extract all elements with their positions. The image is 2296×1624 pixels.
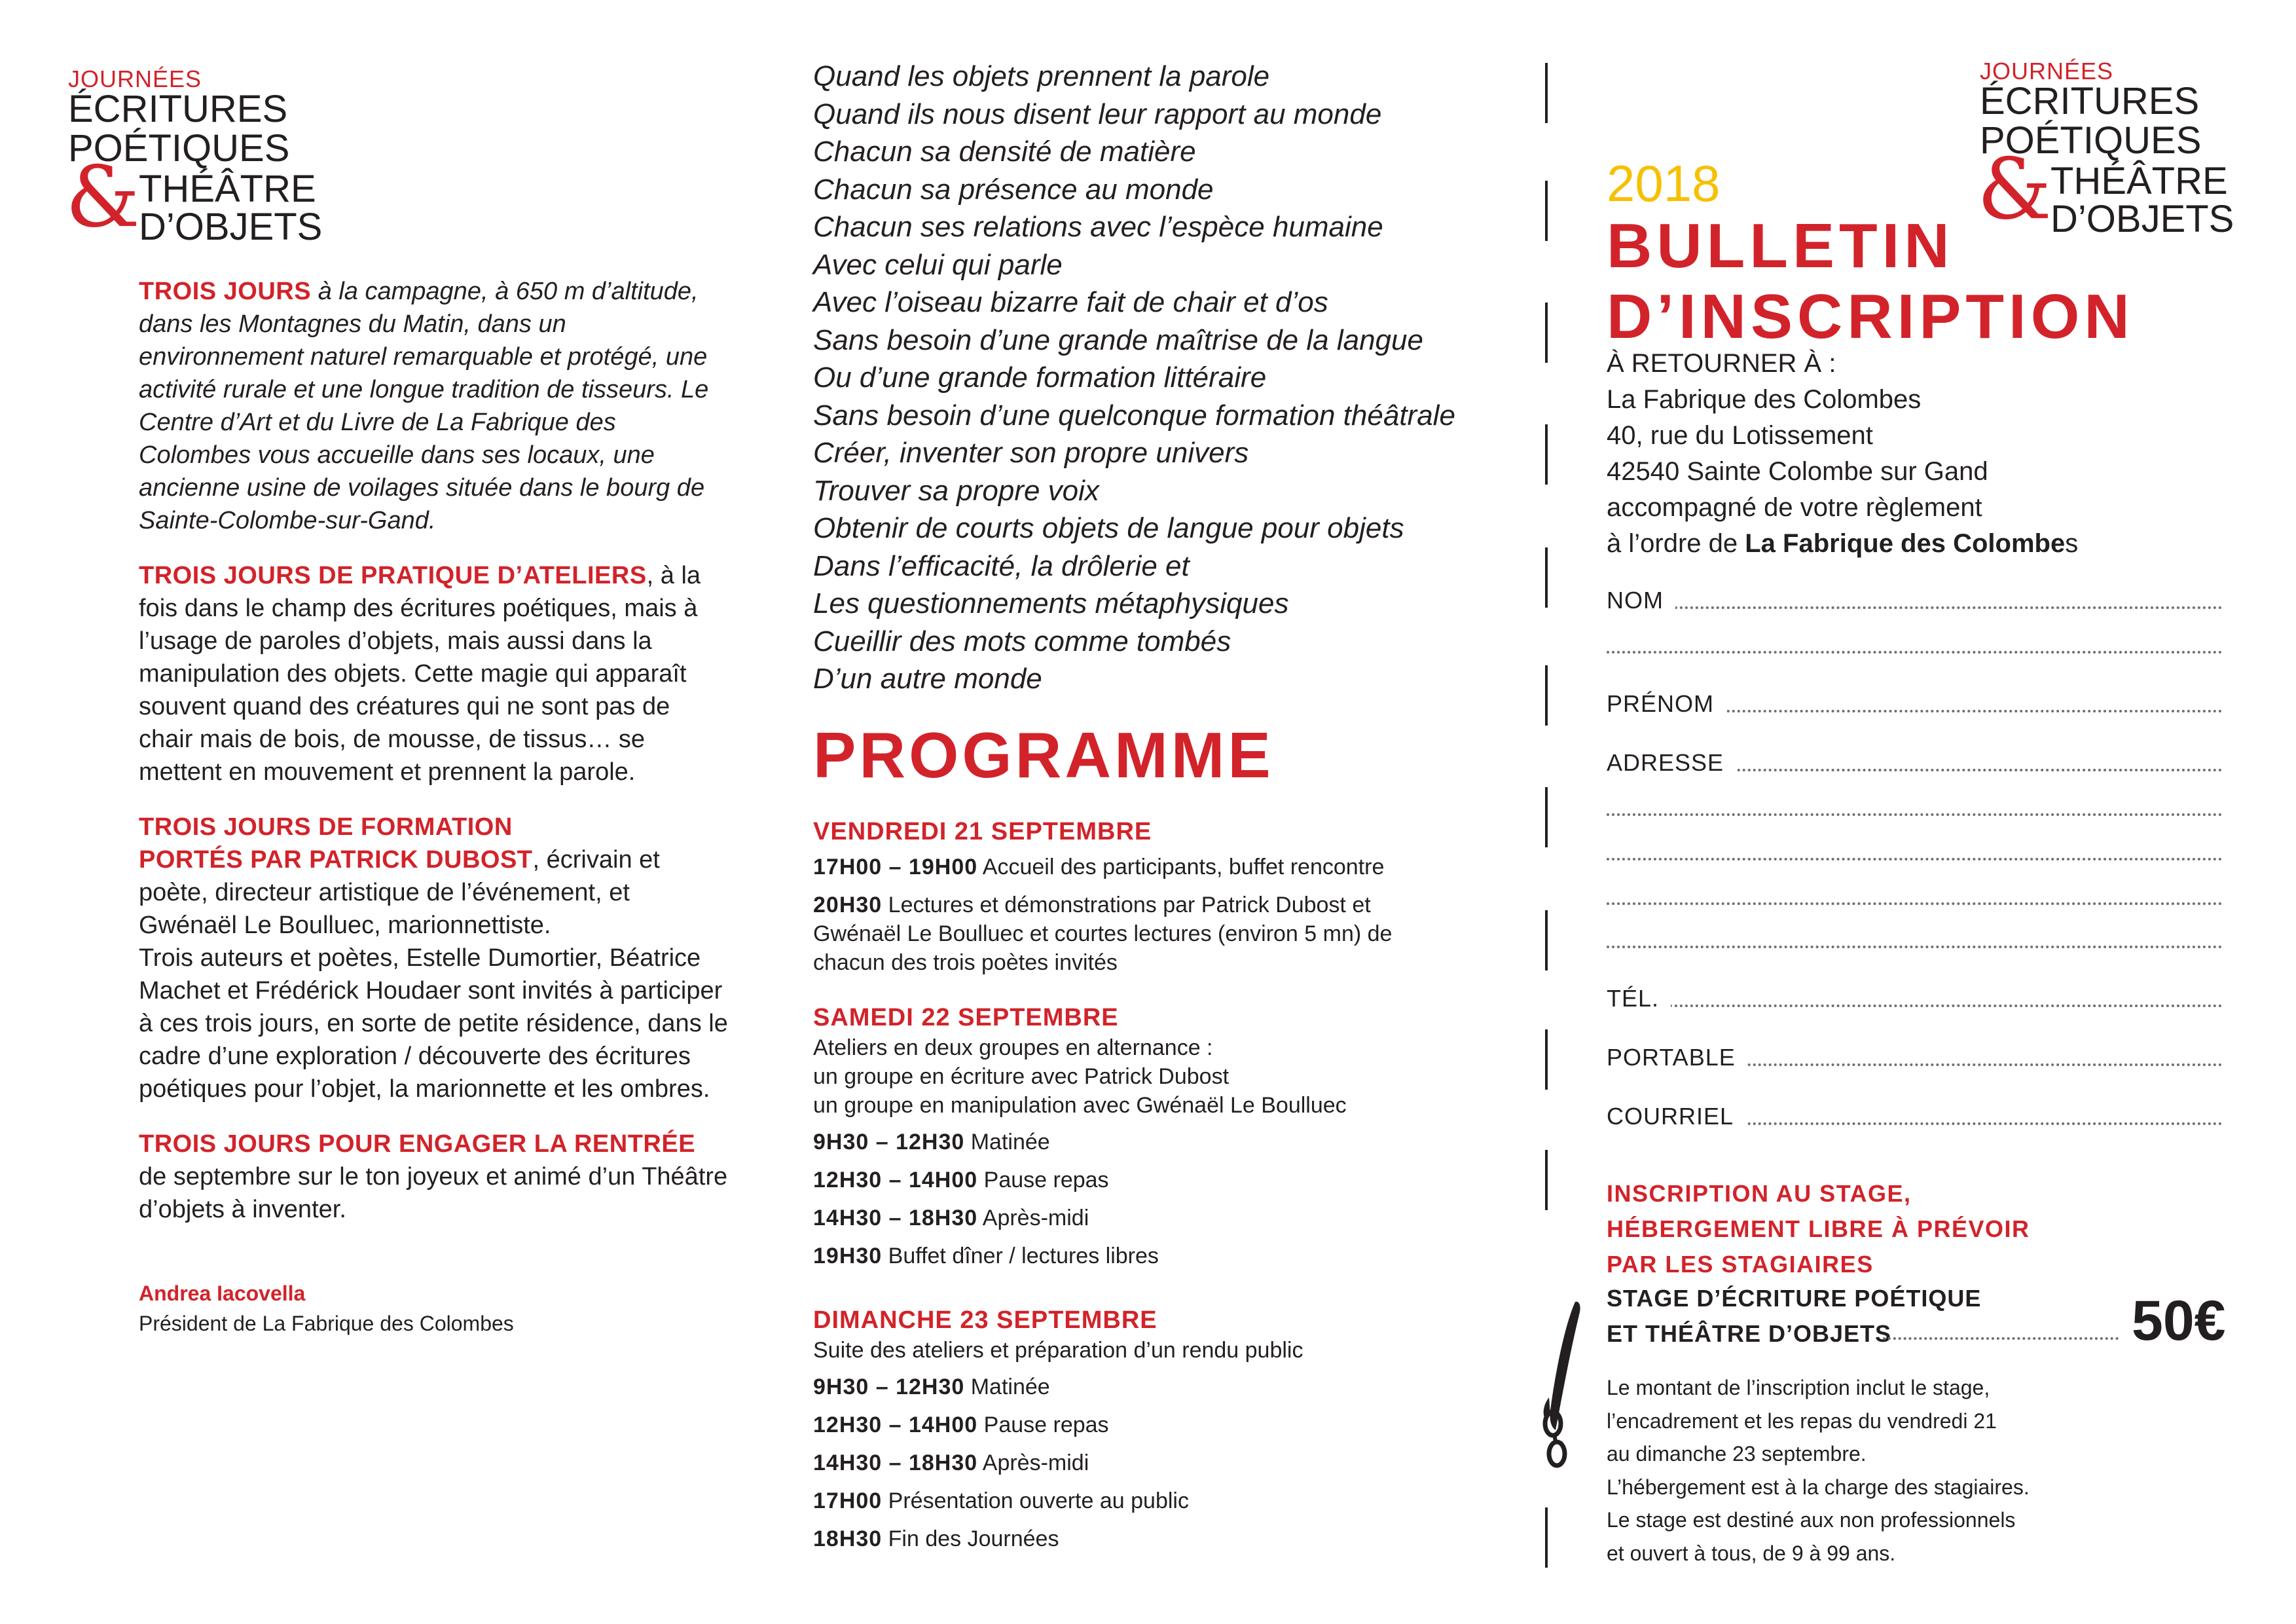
schedule-text: Après-midi: [982, 1450, 1089, 1475]
fold-mark: [1545, 787, 1548, 847]
intro-head-1: TROIS JOURS: [139, 278, 312, 305]
fold-mark: [1545, 1507, 1548, 1568]
logo-line-2: POÉTIQUES: [1980, 119, 2202, 162]
fold-mark: [1545, 1150, 1548, 1210]
schedule-text: Buffet dîner / lectures libres: [888, 1244, 1159, 1268]
stage-price-leader: [1883, 1337, 2119, 1340]
day-friday: VENDREDI 21 SEPTEMBRE: [813, 818, 1152, 845]
sunday-desc: Suite des ateliers et préparation d’un rendu public: [813, 1338, 1303, 1363]
payment-line-2: à l’ordre de La Fabrique des Colombes: [1607, 529, 2079, 558]
schedule-text-cont: Gwénaël Le Boulluec et courtes lectures (environ 5 mn) de: [813, 921, 1393, 946]
schedule-row: [813, 1128, 1501, 1156]
intro-text-4: de septembre sur le ton joyeux et animé d’un Théâtre d’objets à inventer.: [139, 1163, 728, 1223]
poem-line: Chacun sa densité de matière: [813, 136, 1196, 168]
schedule-time: 19H30: [813, 1244, 883, 1268]
schedule-text: Après-midi: [982, 1206, 1089, 1230]
fold-mark: [1545, 424, 1548, 485]
schedule-row: [813, 1486, 1501, 1515]
desc-line: un groupe en écriture avec Patrick Dubost: [813, 1064, 1230, 1089]
nom-label: NOM: [1607, 587, 1675, 614]
logo-line-3: THÉÂTRE: [139, 168, 316, 210]
schedule-text: Accueil des participants, buffet rencontre: [982, 855, 1385, 879]
logo-ampersand: &: [1977, 141, 2052, 238]
adresse-field-line-3[interactable]: [1607, 838, 2222, 867]
signature-name: Andrea Iacovella: [139, 1282, 306, 1305]
schedule-row: [813, 891, 1501, 919]
schedule-row: [813, 1449, 1501, 1477]
intro-paragraph-2: [139, 559, 728, 788]
schedule-row: [813, 1204, 1501, 1232]
payment-line-1: accompagné de votre règlement: [1607, 493, 1982, 522]
portable-label: PORTABLE: [1607, 1044, 1747, 1071]
registration-title: [1607, 211, 2134, 352]
day-saturday: SAMEDI 22 SEPTEMBRE: [813, 1004, 1119, 1031]
intro-text-1: à la campagne, à 650 m d’altitude, dans les Montagnes du Matin, dans un environnement naturel remarquable et protégé, une activité rurale et une longue tradition de tisseurs. Le Centre d’Art et du Livre de La Fabrique des Colombes vous accueille dans ses locaux, une ancienne usine de voilages située dans le bourg de Sainte-Colombe-sur-Gand.: [139, 278, 709, 534]
schedule-text-cont: chacun des trois poètes invités: [813, 950, 1118, 975]
payment-payee: La Fabrique des Colombe: [1745, 529, 2066, 558]
courriel-field[interactable]: [1607, 1103, 2222, 1132]
registration-note: Le montant de l’inscription inclut le stage, l’encadrement et les repas du vendredi 21 au dimanche 23 septembre. L’hébergement est à la charge des stagiaires. Le stage est destiné aux non professionnels et ouvert à tous, de 9 à 99 ans.: [1607, 1376, 2030, 1565]
poem: [813, 58, 1455, 698]
day-sunday: DIMANCHE 23 SEPTEMBRE: [813, 1306, 1157, 1334]
logo-left: [65, 65, 343, 255]
poem-line: Quand les objets prennent la parole: [813, 60, 1270, 92]
fold-mark: [1545, 547, 1548, 608]
logo-line-1: ÉCRITURES: [1980, 80, 2200, 122]
schedule-time: 14H30 – 18H30: [813, 1450, 978, 1475]
scissors-icon: [1525, 1299, 1604, 1483]
stage-name: STAGE D’ÉCRITURE POÉTIQUE ET THÉÂTRE D’OBJETS: [1607, 1285, 1982, 1347]
schedule-time: 18H30: [813, 1526, 883, 1551]
poem-line: D’un autre monde: [813, 663, 1042, 695]
fold-mark: [1545, 63, 1548, 123]
schedule-text: Matinée: [970, 1130, 1050, 1154]
schedule-row: [813, 1524, 1501, 1553]
adresse-label: ADRESSE: [1607, 749, 1736, 776]
schedule-time: 17H00 – 19H00: [813, 855, 978, 879]
courriel-label: COURRIEL: [1607, 1103, 1745, 1130]
poem-line: Avec celui qui parle: [813, 248, 1063, 281]
poem-line: Sans besoin d’une grande maîtrise de la langue: [813, 323, 1423, 356]
intro-text-3a: , écrivain et poète, directeur artistique de l’événement, et Gwénaël Le Boulluec, marionnettiste.: [139, 846, 660, 939]
poem-line: Avec l’oiseau bizarre fait de chair et d’os: [813, 286, 1328, 318]
stage-price: 50€: [2132, 1289, 2226, 1352]
schedule-row: [813, 853, 1501, 881]
logo-journees: JOURNÉES: [68, 65, 202, 92]
intro-head-3a: TROIS JOURS DE FORMATION: [139, 813, 513, 841]
registration-title-1: BULLETIN: [1607, 211, 1954, 281]
poem-line: Dans l’efficacité, la drôlerie et: [813, 549, 1190, 582]
intro-text-2: , à la fois dans le champ des écritures poétiques, mais à l’usage de paroles d’objets, mais aussi dans la manipulation des objets. Cette magie qui apparaît souvent quand des créatures qui ne sont pas de chair mais de bois, de mousse, de tissus… se mettent en mouvement et prennent la parole.: [139, 562, 701, 786]
poem-line: Chacun sa présence au monde: [813, 173, 1214, 206]
fold-mark: [1545, 665, 1548, 726]
schedule-time: 17H00: [813, 1488, 883, 1513]
tel-label: TÉL.: [1607, 985, 1671, 1012]
schedule-time: 12H30 – 14H00: [813, 1168, 978, 1192]
logo-line-2: POÉTIQUES: [68, 127, 290, 170]
registration-title-2: D’INSCRIPTION: [1607, 282, 2134, 352]
intro-paragraph-4: [139, 1128, 728, 1226]
address-street: 40, rue du Lotissement: [1607, 421, 1873, 450]
signature: [139, 1278, 728, 1338]
nom-field-line-2[interactable]: [1607, 631, 2222, 660]
schedule-text: Pause repas: [983, 1168, 1109, 1192]
schedule-text: Matinée: [970, 1375, 1050, 1399]
address-org: La Fabrique des Colombes: [1607, 385, 1922, 414]
adresse-field-line-4[interactable]: [1607, 883, 2222, 912]
tel-field[interactable]: [1607, 985, 2222, 1014]
schedule-time: 12H30 – 14H00: [813, 1412, 978, 1437]
poem-line: Quand ils nous disent leur rapport au monde: [813, 98, 1382, 130]
saturday-desc: [813, 1033, 1501, 1120]
poem-line: Obtenir de courts objets de langue pour objets: [813, 512, 1404, 544]
fold-mark: [1545, 181, 1548, 241]
return-address: [1607, 346, 2078, 562]
adresse-field-line-5[interactable]: [1607, 926, 2222, 955]
adresse-field-line-2[interactable]: [1607, 794, 2222, 822]
signature-title: Président de La Fabrique des Colombes: [139, 1312, 514, 1335]
prenom-field[interactable]: [1607, 690, 2222, 719]
stage-heading: INSCRIPTION AU STAGE, HÉBERGEMENT LIBRE À PRÉVOIR PAR LES STAGIAIRES: [1607, 1180, 2030, 1278]
schedule-text: Lectures et démonstrations par Patrick Dubost et: [888, 893, 1371, 917]
poem-line: Les questionnements métaphysiques: [813, 587, 1289, 619]
poem-line: Ou d’une grande formation littéraire: [813, 361, 1267, 394]
logo-line-4: D’OBJETS: [2050, 198, 2234, 240]
portable-field[interactable]: [1607, 1044, 2222, 1073]
fold-mark: [1545, 910, 1548, 970]
poem-line: Chacun ses relations avec l’espèce humaine: [813, 211, 1383, 243]
prenom-label: PRÉNOM: [1607, 690, 1726, 717]
desc-line: un groupe en manipulation avec Gwénaël Le Boulluec: [813, 1093, 1347, 1118]
address-city: 42540 Sainte Colombe sur Gand: [1607, 457, 1988, 486]
fold-mark: [1545, 303, 1548, 363]
logo-journees: JOURNÉES: [1980, 58, 2114, 84]
logo-line-3: THÉÂTRE: [2050, 160, 2228, 202]
schedule-row: [813, 1166, 1501, 1194]
nom-field[interactable]: [1607, 587, 2222, 616]
schedule-time: 9H30 – 12H30: [813, 1375, 965, 1399]
intro-head-3b: PORTÉS PAR PATRICK DUBOST: [139, 846, 533, 874]
schedule-time: 20H30: [813, 893, 883, 917]
return-to-label: À RETOURNER À :: [1607, 349, 1836, 378]
intro-paragraph-3: [139, 811, 728, 1105]
programme-title: PROGRAMME: [813, 719, 1274, 791]
intro-head-2: TROIS JOURS DE PRATIQUE D’ATELIERS: [139, 562, 647, 589]
intro-column: [139, 275, 728, 1338]
poem-line: Cueillir des mots comme tombés: [813, 625, 1231, 657]
intro-head-4: TROIS JOURS POUR ENGAGER LA RENTRÉE: [139, 1130, 696, 1158]
desc-line: Ateliers en deux groupes en alternance :: [813, 1035, 1213, 1060]
schedule-row: [813, 1411, 1501, 1439]
adresse-field[interactable]: [1607, 749, 2222, 778]
schedule-time: 9H30 – 12H30: [813, 1130, 965, 1154]
schedule-text: Pause repas: [983, 1412, 1109, 1437]
poem-line: Créer, inventer son propre univers: [813, 437, 1249, 469]
fold-mark: [1545, 1029, 1548, 1090]
programme: [813, 817, 1501, 1562]
schedule-time: 14H30 – 18H30: [813, 1206, 978, 1230]
poem-line: Sans besoin d’une quelconque formation théâtrale: [813, 399, 1455, 432]
logo-line-1: ÉCRITURES: [68, 88, 288, 130]
intro-paragraph-1: [139, 275, 728, 537]
intro-text-3b: Trois auteurs et poètes, Estelle Dumortier, Béatrice Machet et Frédérick Houdaer sont invités à participer à ces trois jours, en sorte de petite résidence, dans le cadre d’une exploration / découverte des écritures poétiques pour l’objet, la marionnette et les ombres.: [139, 944, 728, 1103]
registration-year: 2018: [1607, 155, 1721, 212]
schedule-text: Fin des Journées: [888, 1526, 1059, 1551]
schedule-row: [813, 1373, 1501, 1401]
schedule-text: Présentation ouverte au public: [888, 1488, 1189, 1513]
logo-line-4: D’OBJETS: [139, 206, 323, 248]
logo-ampersand: &: [65, 149, 140, 246]
schedule-row: [813, 1242, 1501, 1270]
poem-line: Trouver sa propre voix: [813, 474, 1099, 507]
